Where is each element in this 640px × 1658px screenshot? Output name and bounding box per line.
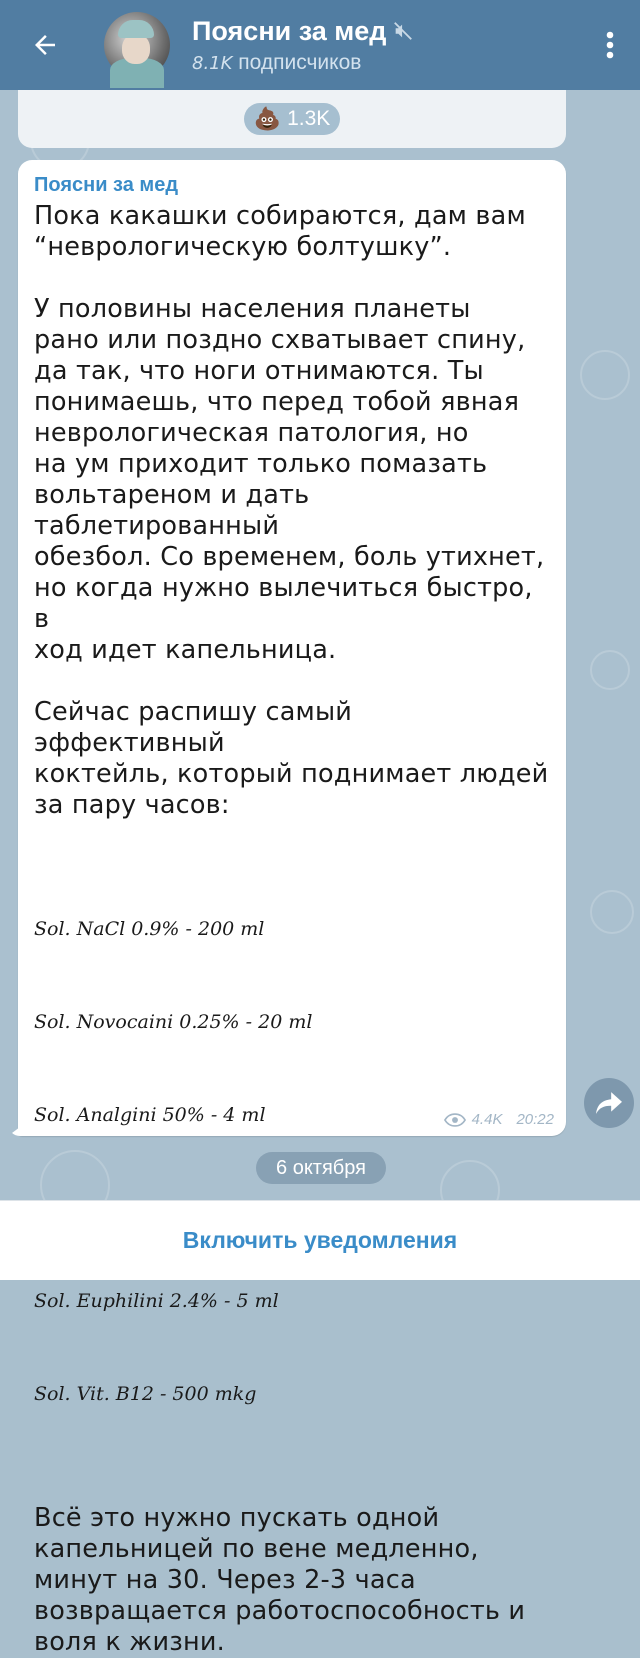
enable-notifications-button[interactable]: Включить уведомления	[182, 1227, 458, 1253]
recipe-line: Sol. NaCl 0.9% - 200 ml	[34, 918, 265, 940]
share-arrow-icon	[596, 1092, 622, 1114]
subscribers-count: 8.1K подписчиков	[192, 50, 362, 74]
muted-speaker-icon	[392, 20, 414, 42]
message-time: 20:22	[516, 1111, 554, 1128]
previous-message-bubble	[18, 90, 566, 148]
message-meta	[444, 1111, 554, 1128]
channel-title: Поясни за мед	[192, 15, 387, 46]
back-button[interactable]	[0, 0, 90, 90]
bottom-bar	[0, 1200, 640, 1280]
reaction-chip[interactable]	[244, 103, 341, 135]
recipe-line: Sol. Analgini 50% - 4 ml	[34, 1104, 266, 1126]
message-text-outro: Всё это нужно пускать одной капельницей по вене медленно, минут на 30. Через 2-3 часа возвращается работоспособность и воля к жизни.	[34, 1503, 526, 1657]
message-text-intro: Пока какашки собираются, дам вам “неврологическую болтушку”. У половины населения планеты рано или поздно схватывает спину, да так, что ноги отнимаются. Ты понимаешь, что перед тобой явная неврологическая патология, но на ум приходит только помазать вольтареном и дать таблетированный обезбол. Со временем, боль утихнет, но когда нужно вылечиться быстро, в ход идет капельница. Сейчас распишу самый эффективный коктейль, который поднимает людей за пару часов:	[34, 201, 549, 820]
more-vertical-icon	[606, 31, 614, 59]
recipe-line: Sol. Novocaini 0.25% - 20 ml	[34, 1011, 313, 1033]
share-button[interactable]	[584, 1078, 634, 1128]
views-count: 4.4K	[471, 1111, 503, 1128]
poo-emoji-icon: 💩	[253, 106, 282, 131]
recipe-line: Sol. Vit. B12 - 500 mkg	[34, 1383, 257, 1405]
channel-avatar[interactable]	[104, 12, 170, 78]
date-separator: 6 октября	[256, 1152, 386, 1184]
reaction-count: 1.3K	[287, 107, 331, 130]
eye-icon	[444, 1113, 466, 1127]
channel-info[interactable]	[192, 16, 580, 75]
chat-header	[0, 0, 640, 90]
more-menu-button[interactable]	[580, 0, 640, 90]
recipe-line: Sol. Euphilini 2.4% - 5 ml	[34, 1290, 279, 1312]
message-sender[interactable]: Поясни за мед	[34, 174, 179, 196]
arrow-left-icon	[30, 30, 60, 60]
